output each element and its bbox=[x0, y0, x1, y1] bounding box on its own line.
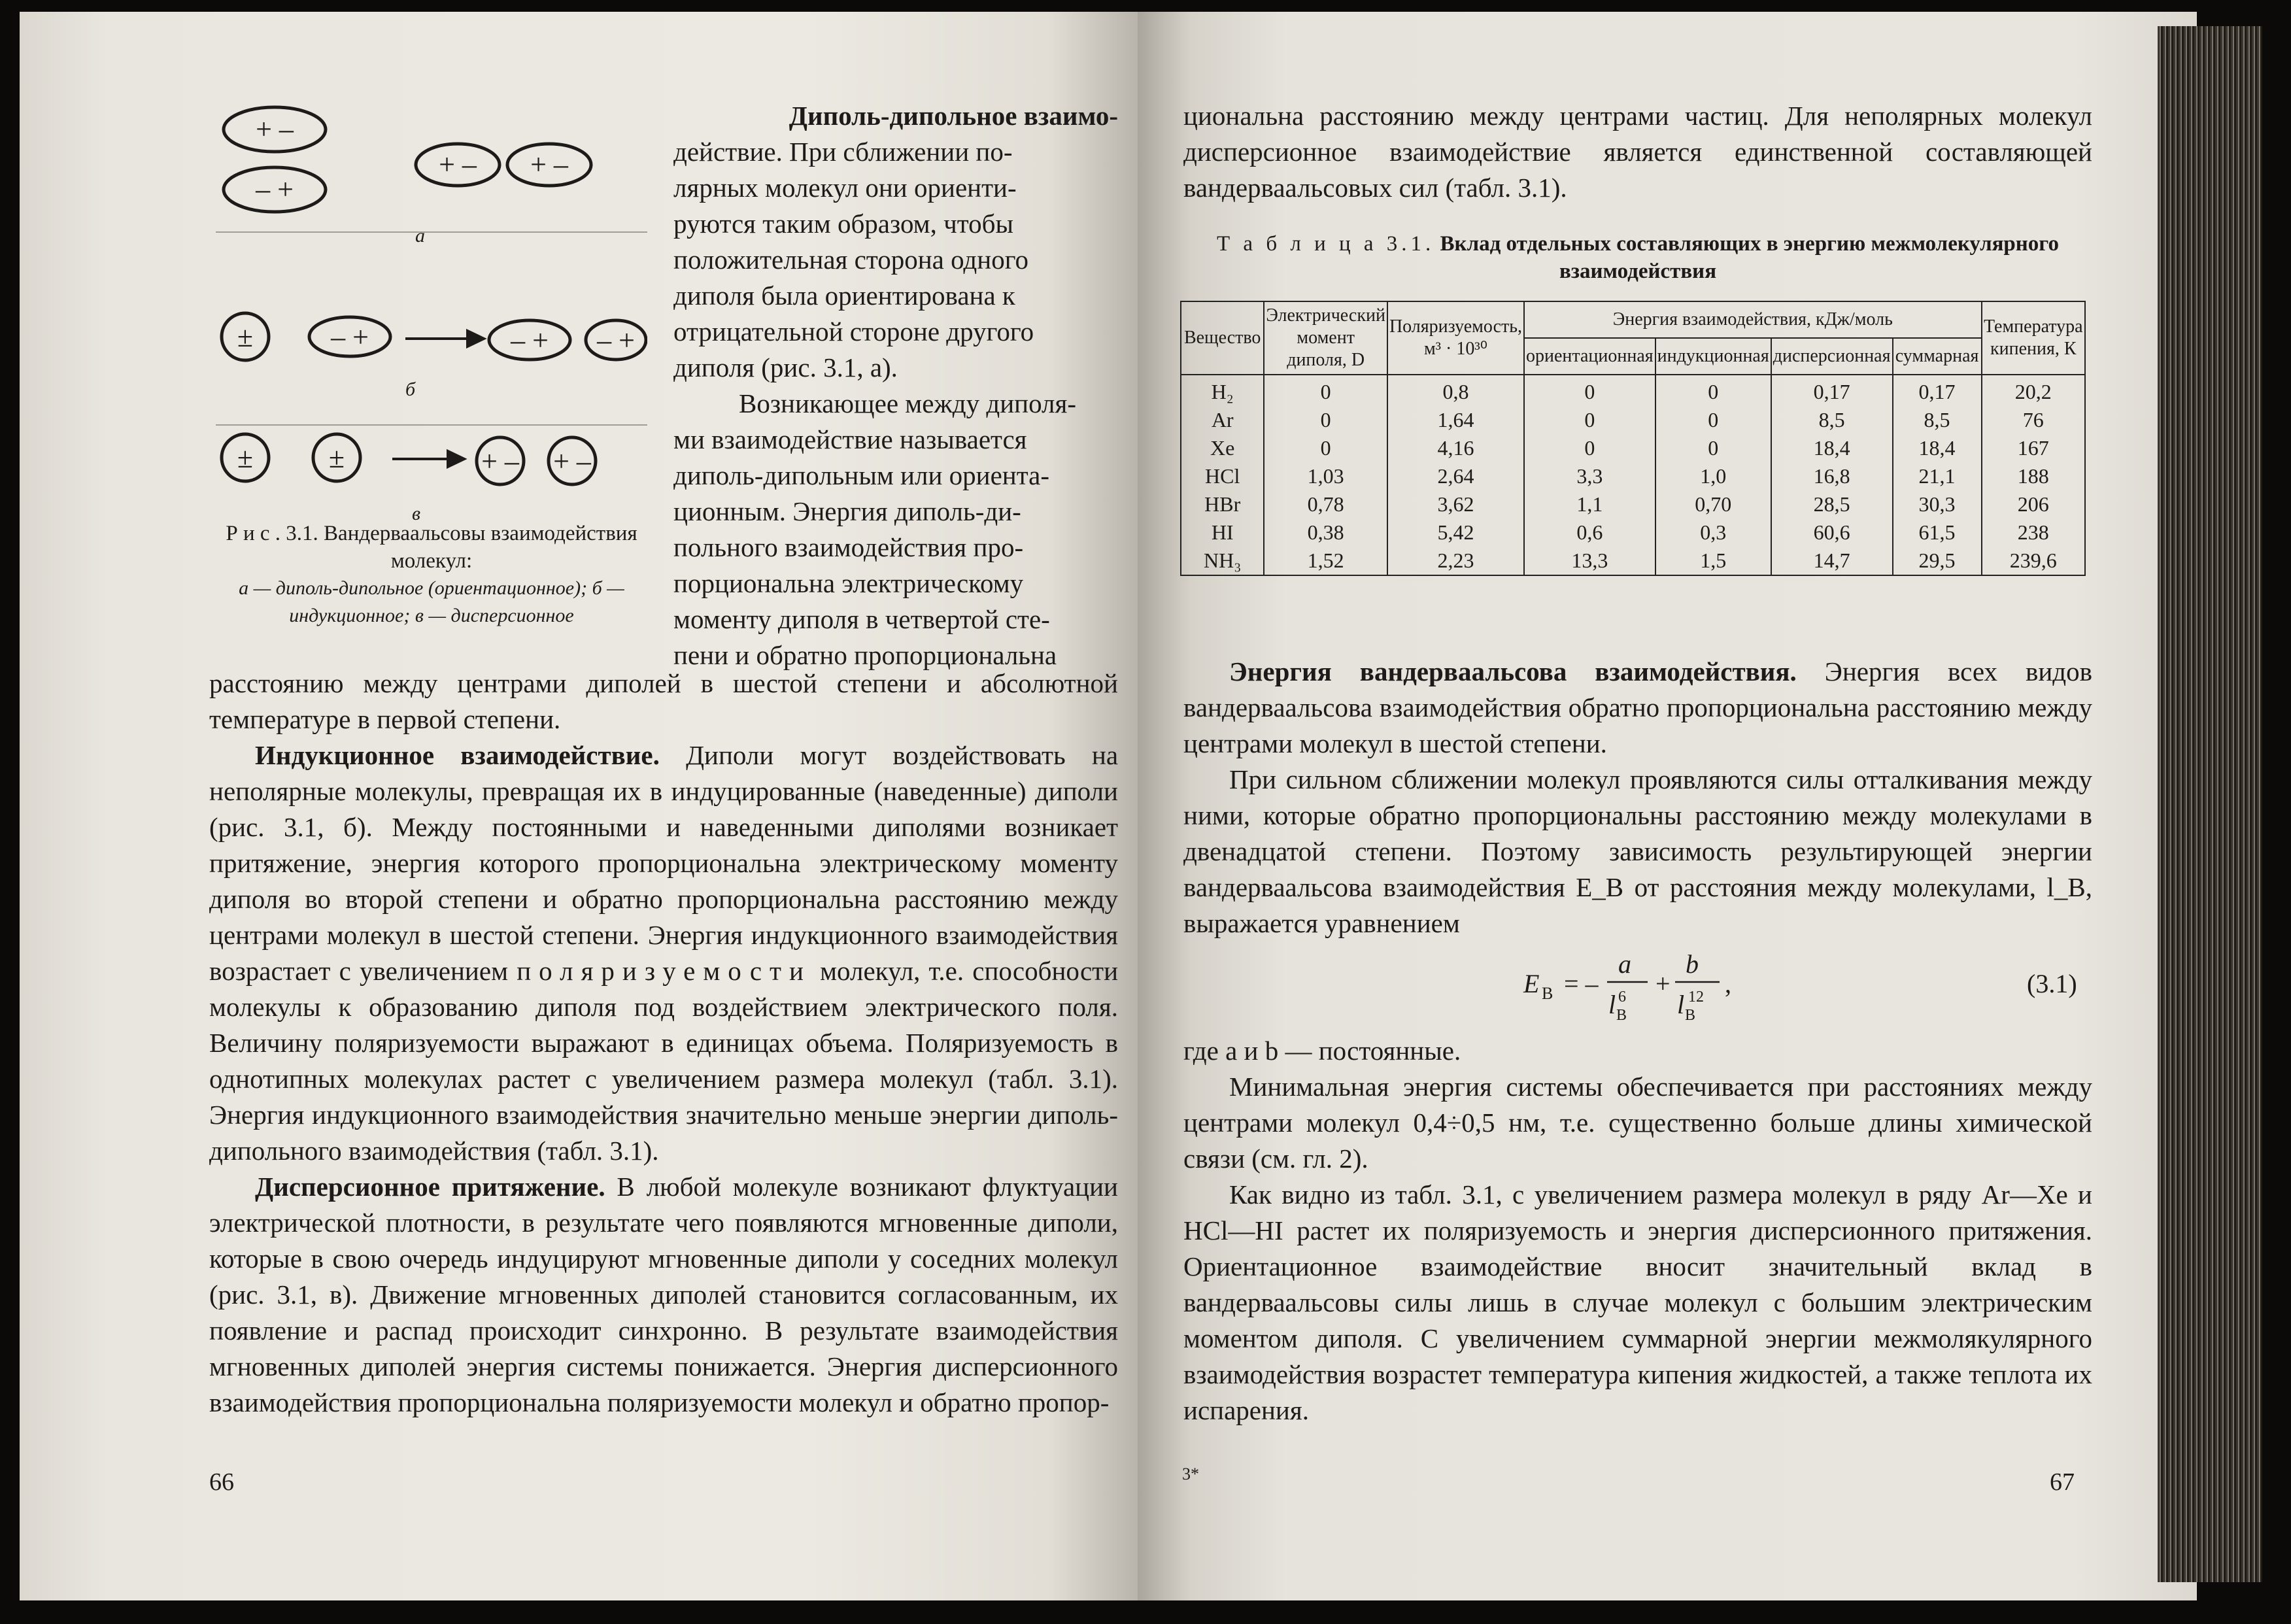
table-cell: 188 bbox=[1982, 462, 2085, 490]
dispersion-paragraph: Дисперсионное притяжение. В любой молекуле возникают флуктуации электрической плотности, в результате чего появляются мгновенные диполи, которые в свою очередь индуцируют мгновенные диполи у соседних молекул (рис. 3.1, в). Движение мгновенных диполей становится согласованным, их появление и распад происходит синхронно. В результате взаимодействия мгновенных диполей энергия системы понижается. Энергия дисперсионного взаимодействия пропорциональна поляризуемости молекул и обратно пропор- bbox=[209, 1172, 1118, 1417]
dipole-sign: + – bbox=[481, 445, 519, 477]
table-cell: 0 bbox=[1655, 406, 1771, 434]
table-cell: 13,3 bbox=[1524, 547, 1655, 575]
text-line: пени и обратно пропорциональна bbox=[673, 640, 1057, 670]
text-line: моменту диполя в четвертой сте- bbox=[673, 604, 1050, 634]
table-cell: 0 bbox=[1524, 434, 1655, 462]
figure-caption bbox=[196, 520, 667, 630]
table-cell: 5,42 bbox=[1387, 518, 1524, 547]
table-row bbox=[1181, 547, 2085, 575]
dispersion-heading: Дисперсионное притяжение. bbox=[255, 1172, 605, 1202]
table-cell: 0 bbox=[1264, 434, 1387, 462]
table-cell: 0 bbox=[1655, 375, 1771, 406]
table-title bbox=[1183, 230, 2092, 285]
table-title-text: Вклад отдельных составляющих в энергию межмолекулярного взаимодействия bbox=[1440, 232, 2059, 283]
table-cell: 16,8 bbox=[1771, 462, 1893, 490]
table-cell: 0,3 bbox=[1655, 518, 1771, 547]
th-sum: суммарная bbox=[1893, 338, 1982, 375]
figure-label-b: б bbox=[405, 379, 416, 400]
svg-text:B: B bbox=[1616, 1007, 1627, 1024]
table-cell: 2,64 bbox=[1387, 462, 1524, 490]
dipole-sign: + – bbox=[256, 113, 294, 145]
dipole-section-column bbox=[673, 98, 1118, 673]
where-line: где a и b — постоянные. bbox=[1183, 1036, 1461, 1066]
table-cell: 30,3 bbox=[1893, 490, 1982, 518]
table-cell: 1,1 bbox=[1524, 490, 1655, 518]
table-cell: 238 bbox=[1982, 518, 2085, 547]
table-row bbox=[1181, 518, 2085, 547]
table-cell: 21,1 bbox=[1893, 462, 1982, 490]
table-cell: 4,16 bbox=[1387, 434, 1524, 462]
dipole-sign: + – bbox=[530, 148, 568, 180]
induction-paragraph: Индукционное взаимодействие. Диполи могут воздействовать на неполярные молекулы, превращая их в индуцированные (наведенные) диполи (рис. 3.1, б). Между постоянными и наведенными диполями возникает притяжение, энергия которого пропорциональна электрическому моменту диполя во второй степени и обратно пропорциональна расстоянию между центрами молекул в шестой степени. Энергия индукционного взаимодействия возрастает с увеличением поляризуемости молекул, т.е. способности молекулы к образованию диполя под воздействием электрического поля. Величину поляризуемости выражают в единицах объема. Поляризуемость в однотипных молекулах растет с увеличением размера молекул (табл. 3.1). Энергия индукционного взаимодействия значительно меньше энергии диполь-дипольного взаимодействия (табл. 3.1). bbox=[209, 740, 1119, 1166]
svg-text:l: l bbox=[1608, 990, 1616, 1019]
table-row bbox=[1181, 406, 2085, 434]
table-cell: 0 bbox=[1655, 434, 1771, 462]
text-line: диполя (рис. 3.1, а). bbox=[673, 352, 898, 382]
th-disp: дисперсионная bbox=[1771, 338, 1893, 375]
equation-3-1 bbox=[1504, 941, 2092, 1026]
dipole-sign: + – bbox=[553, 445, 591, 477]
table-cell: 1,64 bbox=[1387, 406, 1524, 434]
table-cell: HI bbox=[1181, 518, 1264, 547]
table-cell: 2,23 bbox=[1387, 547, 1524, 575]
right-body-lower bbox=[1183, 1033, 2092, 1429]
table-cell: 60,6 bbox=[1771, 518, 1893, 547]
svg-text:= –: = – bbox=[1564, 969, 1599, 998]
text-line: положительная сторона одного bbox=[673, 245, 1029, 275]
page-number-right: 67 bbox=[2050, 1468, 2075, 1496]
left-body-text bbox=[209, 666, 1118, 1421]
th-energy-group: Энергия взаимодействия, кДж/моль bbox=[1524, 301, 1982, 338]
spaced-term: поляризуемости bbox=[517, 956, 811, 986]
table-cell: 3,3 bbox=[1524, 462, 1655, 490]
table-cell: 0,17 bbox=[1771, 375, 1893, 406]
table-cell: 0,8 bbox=[1387, 375, 1524, 406]
page-number-left: 66 bbox=[209, 1468, 234, 1496]
figure-label-a: а bbox=[415, 225, 425, 246]
text-line: порциональна электрическому bbox=[673, 568, 1024, 598]
table-cell: 0,70 bbox=[1655, 490, 1771, 518]
th-substance: Вещество bbox=[1181, 301, 1264, 375]
table-cell: 0,38 bbox=[1264, 518, 1387, 547]
dipole-sign: – + bbox=[511, 324, 549, 356]
table-cell: 8,5 bbox=[1893, 406, 1982, 434]
text-line: руются таким образом, чтобы bbox=[673, 209, 1014, 239]
text-line: ционным. Энергия диполь-ди- bbox=[673, 496, 1021, 526]
repulsion-paragraph: При сильном сближении молекул проявляются силы отталкивания между ними, которые обратно пропорциональны расстоянию между молекулами в двенадцатой степени. Поэтому зависимость результирующей энергии вандерваальсова взаимодействия E_B от расстояния между молекулами, l_B, выражается уравнением bbox=[1183, 764, 2092, 938]
table-cell: 0,78 bbox=[1264, 490, 1387, 518]
table-cell: 61,5 bbox=[1893, 518, 1982, 547]
table-cell: 3,62 bbox=[1387, 490, 1524, 518]
th-polarizability: Поляризуемость, м³ · 10³⁰ bbox=[1387, 301, 1524, 375]
vdw-heading: Энергия вандерваальсова взаимодействия. bbox=[1229, 656, 1797, 686]
table-cell: 0 bbox=[1524, 375, 1655, 406]
data-table bbox=[1180, 301, 2086, 576]
table-cell: Ar bbox=[1181, 406, 1264, 434]
text-line: Возникающее между диполя- bbox=[739, 388, 1077, 418]
table-cell: H₂ bbox=[1181, 375, 1264, 406]
min-energy-paragraph: Минимальная энергия системы обеспечивается при расстояниях между центрами молекул 0,4÷0,5 нм, т.е. существенно больше длины химической связи (см. гл. 2). bbox=[1183, 1072, 2092, 1174]
th-induct: индукционная bbox=[1655, 338, 1771, 375]
svg-text:E: E bbox=[1523, 969, 1540, 998]
text-line: действие. При сближении по- bbox=[673, 137, 1013, 167]
table-cell: 1,03 bbox=[1264, 462, 1387, 490]
dipole-sign: – + bbox=[597, 324, 635, 356]
table-cell: HBr bbox=[1181, 490, 1264, 518]
svg-text:6: 6 bbox=[1618, 989, 1626, 1006]
figure-label-v: в bbox=[412, 503, 421, 524]
table-cell: 206 bbox=[1982, 490, 2085, 518]
svg-text:a: a bbox=[1618, 949, 1631, 979]
vdw-paragraph: Энергия вандерваальсова взаимодействия. Энергия всех видов вандерваальсова взаимодействия обратно пропорциональна расстоянию между центрами молекул в шестой степени. bbox=[1183, 656, 2092, 758]
table-cell: 8,5 bbox=[1771, 406, 1893, 434]
dipole-sign: – + bbox=[331, 321, 369, 353]
table-cell: 1,5 bbox=[1655, 547, 1771, 575]
table-cell: 1,52 bbox=[1264, 547, 1387, 575]
table-cell: 0 bbox=[1524, 406, 1655, 434]
table-cell: 20,2 bbox=[1982, 375, 2085, 406]
svg-text:,: , bbox=[1725, 969, 1731, 998]
table-cell: 76 bbox=[1982, 406, 2085, 434]
book-page-edges bbox=[2158, 26, 2262, 1582]
svg-text:(3.1): (3.1) bbox=[2027, 969, 2077, 998]
signature-mark: 3* bbox=[1182, 1464, 1199, 1483]
dipole-para-end: расстоянию между центрами диполей в шестой степени и абсолютной температуре в первой степени. bbox=[209, 668, 1118, 734]
caption-detail: а — диполь-дипольное (ориентационное); б — индукционное; в — дисперсионное bbox=[239, 577, 624, 626]
th-dipole: Электрический момент диполя, D bbox=[1264, 301, 1387, 375]
text-line: лярных молекул они ориенти- bbox=[673, 173, 1017, 203]
table-row bbox=[1181, 462, 2085, 490]
table-cell: 0,6 bbox=[1524, 518, 1655, 547]
svg-text:12: 12 bbox=[1688, 989, 1704, 1006]
svg-text:l: l bbox=[1677, 990, 1685, 1019]
dipole-sign: + – bbox=[439, 148, 477, 180]
right-top-para: циональна расстоянию между центрами частиц. Для неполярных молекул дисперсионное взаимодействие является единственной составляющей вандерваальсовых сил (табл. 3.1). bbox=[1183, 101, 2092, 203]
table-cell: 1,0 bbox=[1655, 462, 1771, 490]
table-cell: 0 bbox=[1264, 406, 1387, 434]
table-cell: 0,17 bbox=[1893, 375, 1982, 406]
table-prefix: Т а б л и ц а 3.1. bbox=[1217, 232, 1435, 256]
table-cell: NH₃ bbox=[1181, 547, 1264, 575]
table-row bbox=[1181, 434, 2085, 462]
dipole-sign: ± bbox=[237, 442, 254, 474]
table-cell: Xe bbox=[1181, 434, 1264, 462]
table-cell: 167 bbox=[1982, 434, 2085, 462]
svg-text:B: B bbox=[1685, 1007, 1696, 1024]
table-row bbox=[1181, 490, 2085, 518]
text-line: польного взаимодействия про- bbox=[673, 532, 1024, 562]
conclusion-paragraph: Как видно из табл. 3.1, с увеличением размера молекул в ряду Ar—Xe и HCl—HI растет их поляризуемость и энергия дисперсионного притяжения. Ориентационное взаимодействие вносит значительный вклад в вандерваальсовы силы лишь в случае молекул с большим электрическим моментом диполя. С увеличением суммарной энергии межмолякулярного взаимодействия возрастет температура кипения жидкостей, а также теплота их испарения. bbox=[1183, 1179, 2092, 1425]
text-line: отрицательной стороне другого bbox=[673, 316, 1034, 347]
svg-text:+: + bbox=[1655, 969, 1671, 998]
dipole-sign: ± bbox=[237, 321, 254, 353]
caption-prefix: Р и с . 3.1. bbox=[226, 522, 318, 545]
text-line: диполь-дипольным или ориента- bbox=[673, 460, 1050, 490]
table-cell: 239,6 bbox=[1982, 547, 2085, 575]
svg-text:b: b bbox=[1686, 949, 1699, 979]
table-cell: HCl bbox=[1181, 462, 1264, 490]
table-row bbox=[1181, 375, 2085, 406]
dipole-sign: – + bbox=[256, 173, 294, 205]
table-cell: 18,4 bbox=[1771, 434, 1893, 462]
table-cell: 29,5 bbox=[1893, 547, 1982, 575]
table-cell: 0 bbox=[1264, 375, 1387, 406]
text-line: ми взаимодействие называется bbox=[673, 424, 1027, 454]
right-body-upper bbox=[1183, 654, 2092, 941]
th-orient: ориентационная bbox=[1524, 338, 1655, 375]
dipole-sign: ± bbox=[328, 442, 345, 474]
table-cell: 18,4 bbox=[1893, 434, 1982, 462]
text-line: Диполь-дипольное взаимо- bbox=[789, 101, 1118, 131]
table-cell: 28,5 bbox=[1771, 490, 1893, 518]
induction-heading: Индукционное взаимодействие. bbox=[255, 740, 660, 770]
table-cell: 14,7 bbox=[1771, 547, 1893, 575]
svg-text:B: B bbox=[1542, 984, 1553, 1003]
th-temperature: Температура кипения, К bbox=[1982, 301, 2085, 375]
caption-title: Вандерваальсовы взаимодействия молекул: bbox=[324, 522, 637, 573]
text-line: диполя была ориентирована к bbox=[673, 280, 1015, 311]
